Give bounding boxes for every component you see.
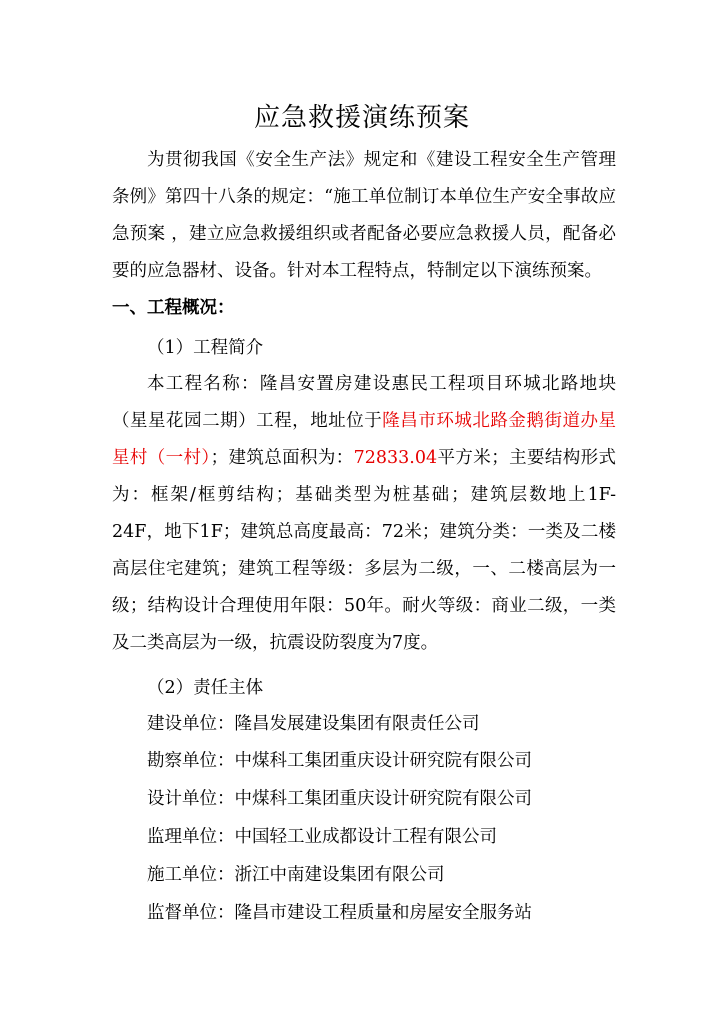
party-name: 隆昌市建设工程质量和房屋安全服务站 [234,903,532,923]
party-name: 隆昌发展建设集团有限责任公司 [234,714,480,734]
party-name: 中煤科工集团重庆设计研究院有限公司 [234,751,532,771]
party-role: 监理单位： [147,827,235,847]
project-address: 隆昌市环城北路金鹅街道办星星村（一村） [112,411,617,468]
party-row [147,708,480,740]
document-title: 应急救援演练预案 [253,103,470,133]
party-row [147,897,532,929]
section-heading-overview: 一、工程概况： [112,298,235,318]
party-name: 中煤科工集团重庆设计研究院有限公司 [234,789,532,809]
party-row [147,821,497,853]
project-text-part2: ；建筑总面积为： [210,448,354,468]
party-name: 浙江中南建设集团有限公司 [234,865,445,885]
party-row [147,859,445,891]
intro-paragraph: 为贯彻我国《安全生产法》规定和《建设工程安全生产管理条例》第四十八条的规定：“施工单位制订本单位生产安全事故应急预案 ，建立应急救援组织或者配备必要应急救援人员，配备必要的应急器材、设备。针对本工程特点，特制定以下演练预案。 [112,150,616,281]
party-row [147,783,532,815]
project-text-part3: 平方米；主要结构形式为：框架/框剪结构；基础类型为桩基础；建筑层数地上1F-24F，地下1F；建筑总高度最高：72米；建筑分类：一类及二楼高层住宅建筑；建筑工程等级：多层为二级，一、二楼高层为一级；结构设计合理使用年限：50年。耐火等级：商业二级，一类及二类高层为一级，抗震设防裂度为7度。 [112,448,617,653]
party-role: 建设单位： [147,714,235,734]
subheading-project-intro: （1）工程简介 [147,338,264,358]
party-role: 监督单位： [147,903,235,923]
project-area: 72833.04 [353,448,438,468]
project-text-part1: 本工程名称：隆昌安置房建设惠民工程项目环城北路地块（星星花园二期）工程，地址位于 [112,374,616,431]
party-role: 施工单位： [147,865,235,885]
subheading-responsible-parties: （2）责任主体 [147,678,264,698]
party-role: 勘察单位： [147,751,235,771]
party-role: 设计单位： [147,789,235,809]
party-row [147,745,532,777]
project-description [112,366,616,662]
party-name: 中国轻工业成都设计工程有限公司 [234,827,497,847]
